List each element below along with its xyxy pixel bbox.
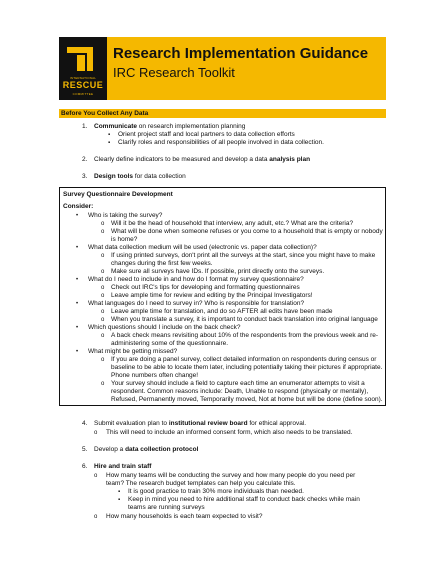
step-3-number: 3. xyxy=(82,173,88,180)
sub-bullet-icon: o xyxy=(101,357,105,363)
sub-bullet-icon: o xyxy=(94,430,98,436)
box-question: Who is taking the survey? xyxy=(88,212,163,219)
step-6-bullet-cont: teams are running surveys xyxy=(128,504,205,511)
sub-bullet-icon: o xyxy=(101,285,105,291)
step-6-number: 6. xyxy=(82,463,88,470)
box-subpoint: When you translate a survey, it is important to conduct back translation into original language xyxy=(111,316,378,323)
box-title xyxy=(63,191,173,199)
bullet-icon: ▪ xyxy=(118,489,121,495)
box-question: What might be getting missed? xyxy=(88,348,178,355)
step-6-question: How many teams will be conducting the survey and how many people do you need per xyxy=(106,472,356,479)
box-question: What do I need to include in and how do I format my survey questionnaire? xyxy=(88,276,304,283)
step-1-text: on research implementation planning xyxy=(136,123,246,130)
box-subpoint: Leave ample time for translation, and do so AFTER all edits have been made xyxy=(111,308,333,315)
box-subpoint-cont: is home? xyxy=(111,236,138,243)
step-4-bold: institutional review board xyxy=(168,420,248,427)
step-1-bullet: Clarify roles and responsibilities of all people involved in data collection. xyxy=(118,139,324,146)
box-subpoint-cont: administering some of the questionnaire. xyxy=(111,340,229,347)
box-question: Which questions should I include on the back check? xyxy=(88,324,241,331)
sub-bullet-icon: o xyxy=(94,473,98,479)
box-subpoint-cont: changes during the first few weeks. xyxy=(111,260,213,267)
box-subpoint: Will it be the head of household that interview, any adult, etc.? What are the criteria? xyxy=(111,220,354,227)
irc-logo xyxy=(59,37,107,100)
box-consider-text: Consider: xyxy=(63,203,94,210)
step-2-number: 2. xyxy=(82,156,88,163)
box-question: What data collection medium will be used (electronic vs. paper data collection)? xyxy=(88,244,317,251)
box-subpoint-cont: respondent. Common reasons include: Death, Unable to respond (physically or mentally), xyxy=(111,388,369,395)
box-subpoint: If using printed surveys, don't print all the surveys at the start, since you might have to make xyxy=(111,252,376,259)
sub-bullet-icon: o xyxy=(101,317,105,323)
bullet-icon: • xyxy=(76,301,79,307)
bullet-icon: • xyxy=(76,245,79,251)
step-6-bullet: It is good practice to train 30% more individuals than needed. xyxy=(128,488,304,495)
sub-bullet-icon: o xyxy=(101,309,105,315)
bullet-icon: • xyxy=(76,325,79,331)
box-subpoint: What will be done when someone refuses or you come to a household that is empty or nobody xyxy=(111,228,383,235)
step-1 xyxy=(94,123,245,131)
step-5-bold: data collection protocol xyxy=(125,446,199,453)
step-6-bullet: Keep in mind you need to hire additional staff to conduct back checks while main xyxy=(128,496,360,503)
sub-bullet-icon: o xyxy=(101,253,105,259)
box-subpoint: Check out IRC's tips for developing and formatting questionnaires xyxy=(111,284,300,291)
step-1-bold: Communicate xyxy=(94,123,137,130)
step-1-number: 1. xyxy=(82,123,88,130)
box-subpoint: Make sure all surveys have IDs. If possible, print directly onto the surveys. xyxy=(111,268,325,275)
step-5-number: 5. xyxy=(82,446,88,453)
bullet-icon: • xyxy=(76,349,79,355)
step-4-subpoint: This will need to include an informed consent form, which also needs to be translated. xyxy=(106,429,353,436)
bullet-icon: • xyxy=(76,277,79,283)
step-3-bold: Design tools xyxy=(94,173,134,180)
page-title: Research Implementation Guidance xyxy=(113,45,369,62)
box-subpoint-cont: Phone numbers often change! xyxy=(111,372,199,379)
step-6-question: How many households is each team expected to visit? xyxy=(106,513,263,520)
box-subpoint: Your survey should include a field to capture each time an enumerator attempts to visit a xyxy=(111,380,365,387)
step-4-text-end: for ethical approval. xyxy=(247,420,307,427)
logo-text-committee: COMMITTEE xyxy=(72,92,94,96)
step-4 xyxy=(94,420,306,428)
step-4-number: 4. xyxy=(82,420,88,427)
bullet-icon: • xyxy=(76,213,79,219)
box-subpoint: A back check means revisiting about 10% of the respondents from the previous week and re- xyxy=(111,332,379,339)
step-1-bullet: Orient project staff and local partners to data collection efforts xyxy=(118,131,295,138)
sub-bullet-icon: o xyxy=(94,514,98,520)
step-6-bold: Hire and train staff xyxy=(94,463,152,470)
sub-bullet-icon: o xyxy=(101,221,105,227)
sub-bullet-icon: o xyxy=(101,269,105,275)
box-consider xyxy=(63,203,93,211)
sub-bullet-icon: o xyxy=(101,333,105,339)
sub-bullet-icon: o xyxy=(101,229,105,235)
step-3 xyxy=(94,173,186,181)
box-subpoint-cont: baseline to be able to locate them later, including potentially taking their pictures if appropriate. xyxy=(111,364,383,371)
bullet-icon: ▪ xyxy=(108,140,111,146)
page-subtitle: IRC Research Toolkit xyxy=(113,65,235,80)
step-6-question-cont: team? The research budget templates can help you calculate this. xyxy=(106,480,296,487)
logo-text-rescue: RESCUE xyxy=(62,80,104,90)
step-3-text: for data collection xyxy=(133,173,186,180)
box-subpoint: Leave ample time for review and editing by the Principal Investigators! xyxy=(111,292,313,299)
logo-text-international: INTERNATIONAL xyxy=(69,76,97,80)
sub-bullet-icon: o xyxy=(101,381,105,387)
step-6 xyxy=(94,463,151,471)
sub-bullet-icon: o xyxy=(101,293,105,299)
box-subpoint-cont: Refused, Permanently moved, Temporarily moved, Not at home but will be done (define soon). xyxy=(111,396,383,403)
logo-mark-icon xyxy=(63,41,103,75)
bullet-icon: ▪ xyxy=(118,497,121,503)
box-question: What languages do I need to survey in? Who is responsible for translation? xyxy=(88,300,305,307)
step-2-text: Clearly define indicators to be measured and develop a data xyxy=(94,156,270,163)
step-5-text: Develop a xyxy=(94,446,126,453)
step-2-bold: analysis plan xyxy=(269,156,311,163)
section-title: Before You Collect Any Data xyxy=(61,110,149,117)
step-2 xyxy=(94,156,310,164)
box-subpoint: If you are doing a panel survey, collect detailed information on respondents during census or xyxy=(111,356,377,363)
bullet-icon: ▪ xyxy=(108,132,111,138)
step-5 xyxy=(94,446,198,454)
step-4-text: Submit evaluation plan to xyxy=(94,420,169,427)
box-title-text: Survey Questionnaire Development xyxy=(63,191,173,198)
